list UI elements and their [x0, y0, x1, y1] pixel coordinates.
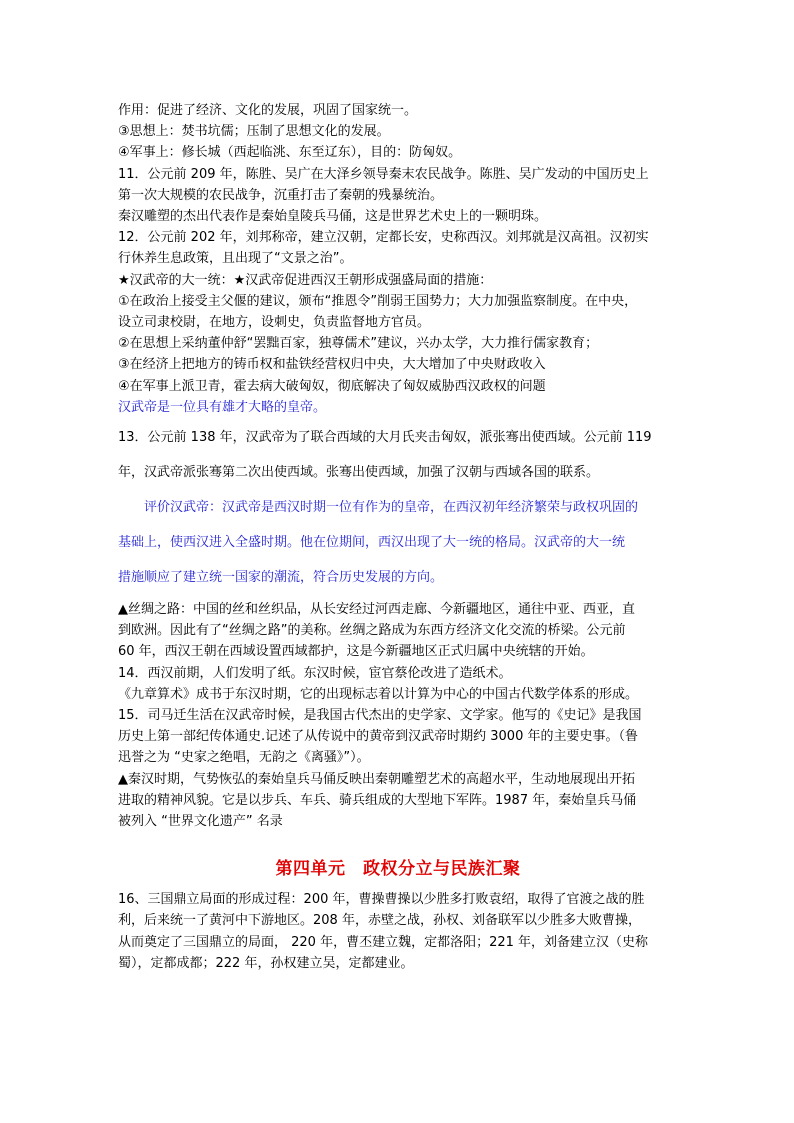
text-line: ②在思想上采纳董仲舒“罢黜百家，独尊儒术”建议，兴办太学，大力推行儒家教育； [118, 336, 599, 352]
text-line: ④在军事上派卫青，霍去病大破匈奴，彻底解决了匈奴威胁西汉政权的问题 [118, 378, 546, 394]
text-line: 11．公元前 209 年，陈胜、吴广在大泽乡领导秦末农民战争。陈胜、吴广发动的中国历史上 [118, 166, 649, 182]
text-line: ③思想上：焚书坑儒；压制了思想文化的发展。 [118, 124, 390, 140]
text-line: 设立司隶校尉，在地方，设刺史，负责监督地方官员。 [118, 315, 431, 331]
text-line: 历史上第一部纪传体通史.记述了从传说中的黄帝到汉武帝时期约 3000 年的主要史事。（鲁 [118, 729, 638, 745]
document-body [118, 100, 678, 974]
text-line: 从而奠定了三国鼎立的局面， 220 年，曹丕建立魏，定都洛阳；221 年，刘备建立汉（史称 [118, 934, 649, 950]
text-line: ③在经济上把地方的铸币权和盐铁经营权归中央，大大增加了中央财政收入 [118, 357, 546, 373]
text-line: 秦汉雕塑的杰出代表作是秦始皇陵兵马俑，这是世界艺术史上的一颗明珠。 [118, 209, 548, 225]
evaluation-line: 措施顺应了建立统一国家的潮流，符合历史发展的方向。 [118, 570, 444, 586]
text-line: 被列入 “世界文化遗产” 名录 [118, 814, 283, 830]
unit-heading: 第四单元 政权分立与民族汇聚 [275, 859, 521, 880]
text-line: ★汉武帝的大一统：★汉武帝促进西汉王朝形成强盛局面的措施： [118, 272, 493, 288]
evaluation-line: 评价汉武帝：汉武帝是西汉时期一位有作为的皇帝，在西汉初年经济繁荣与政权巩固的 [144, 500, 639, 516]
text-line: 《九章算术》成书于东汉时期，它的出现标志着以计算为中心的中国古代数学体系的形成。 [118, 686, 639, 702]
text-line: 60 年，西汉王朝在西域设置西域都护，这是今新疆地区正式归属中央统辖的开始。 [118, 644, 594, 660]
evaluation-line: 基础上，使西汉进入全盛时期。他在位期间，西汉出现了大一统的格局。汉武帝的大一统 [118, 535, 626, 551]
text-line: 到欧洲。因此有了“丝绸之路”的美称。丝绸之路成为东西方经济文化交流的桥梁。公元前 [118, 623, 626, 639]
text-line: 12．公元前 202 年，刘邦称帝，建立汉朝，定都长安，史称西汉。刘邦就是汉高祖。汉初实 [118, 230, 649, 246]
highlight-line: 汉武帝是一位具有雄才大略的皇帝。 [118, 399, 327, 415]
text-line: 利，后来统一了黄河中下游地区。208 年，赤壁之战，孙权、刘备联军以少胜多大败曹操， [118, 913, 641, 929]
text-line: ④军事上：修长城（西起临洮、东至辽东），目的：防匈奴。 [118, 145, 462, 161]
text-line: 行休养生息政策，且出现了“文景之治”。 [118, 251, 353, 267]
text-line: 迅誉之为 “史家之绝唱，无韵之《离骚》”）。 [118, 750, 370, 766]
text-line: 作用：促进了经济、文化的发展，巩固了国家统一。 [118, 103, 418, 118]
text-line: 蜀），定都成都；222 年，孙权建立吴，定都建业。 [118, 955, 414, 971]
text-line: 16、三国鼎立局面的形成过程：200 年，曹操曹操以少胜多打败袁绍，取得了官渡之战的胜 [118, 892, 645, 908]
text-line-wide: 13．公元前 138 年，汉武帝为了联合西域的大月氏夹击匈奴，派张骞出使西域。公元前 119 [118, 430, 652, 446]
text-line: 15．司马迁生活在汉武帝时候，是我国古代杰出的史学家、文学家。他写的《史记》是我国 [118, 708, 642, 724]
text-line: ▲丝绸之路：中国的丝和丝织品，从长安经过河西走廊、今新疆地区，通往中亚、西亚，直 [118, 602, 635, 618]
text-line: 第一次大规模的农民战争，沉重打击了秦朝的残暴统治。 [118, 187, 444, 203]
text-line: 进取的精神风貌。它是以步兵、车兵、骑兵组成的大型地下军阵。1987 年，秦始皇兵马俑 [118, 792, 637, 808]
text-line-wide: 年，汉武帝派张骞第二次出使西域。张骞出使西域，加强了汉朝与西域各国的联系。 [118, 465, 600, 481]
text-line: ▲秦汉时期，气势恢弘的秦始皇兵马俑反映出秦朝雕塑艺术的高超水平，生动地展现出开拓 [118, 771, 635, 787]
text-line: ①在政治上接受主父偃的建议，颁布“推恩令”削弱王国势力；大力加强监察制度。在中央， [118, 293, 638, 309]
text-line: 14．西汉前期，人们发明了纸。东汉时候，宦官蔡伦改进了造纸术。 [118, 665, 512, 681]
